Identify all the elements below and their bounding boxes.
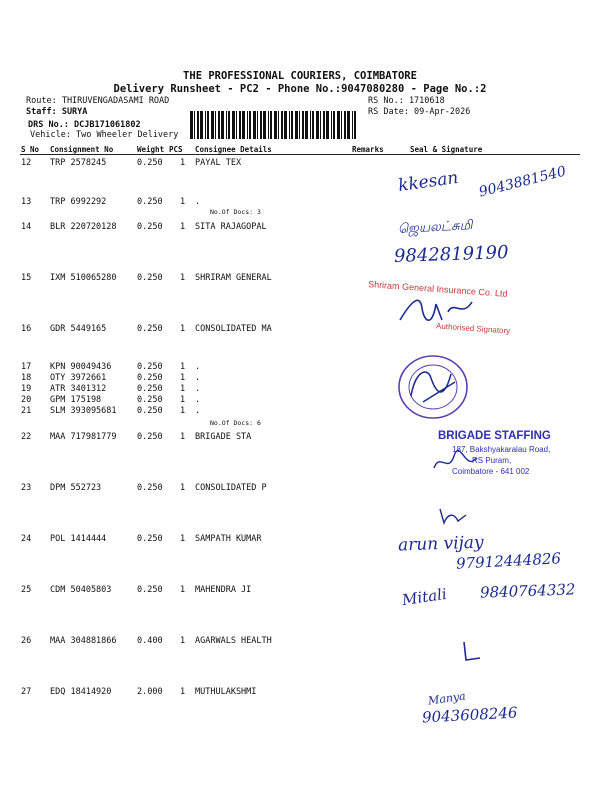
row-pcs: 1 — [180, 483, 186, 493]
barcode-bar — [281, 111, 283, 139]
row-consignee: MAHENDRA JI — [195, 585, 252, 595]
row-sno: 25 — [21, 585, 32, 595]
table-row — [0, 222, 600, 234]
barcode-bar — [197, 111, 199, 139]
barcode-bar — [205, 111, 206, 139]
row-consignment: GPM 175198 — [50, 395, 102, 405]
row-consignee: . — [195, 406, 201, 416]
barcode-bar — [228, 111, 230, 139]
phone-row-12: 9043881540 — [477, 163, 568, 201]
col-consignee: Consignee Details — [195, 145, 272, 154]
barcode-bar — [352, 111, 353, 139]
row-sno: 26 — [21, 636, 32, 646]
barcode-bar — [268, 111, 269, 139]
staff-label: Staff: SURYA — [26, 107, 88, 117]
table-row — [0, 483, 600, 495]
barcode-bar — [341, 111, 342, 139]
row-consignee: PAYAL TEX — [195, 158, 242, 168]
row-consignee: . — [195, 384, 201, 394]
barcode-bar — [242, 111, 245, 139]
table-row — [0, 197, 600, 209]
row-pcs: 1 — [180, 432, 186, 442]
row-pcs: 1 — [180, 197, 186, 207]
row-weight: 0.250 — [137, 197, 163, 207]
barcode-bar — [257, 111, 258, 139]
row-weight: 0.250 — [137, 362, 163, 372]
barcode-bar — [299, 111, 300, 139]
col-pcs: PCS — [169, 145, 183, 154]
barcode-bar — [347, 111, 350, 139]
row-consignee: . — [195, 362, 201, 372]
barcode-bar — [274, 111, 277, 139]
runsheet-subtitle: Delivery Runsheet - PC2 - Phone No.:9047080280 - Page No.:2 — [113, 83, 487, 95]
barcode-bar — [310, 111, 311, 139]
vehicle-label: Vehicle: Two Wheeler Delivery — [30, 130, 179, 140]
docs-count: No.Of Docs: 3 — [210, 208, 261, 216]
row-weight: 0.250 — [137, 432, 163, 442]
brigade-stamp-name: BRIGADE STAFFING — [438, 430, 551, 442]
row-consignment: EDQ 18414920 — [50, 687, 112, 697]
shriram-stamp-signatory: Authorised Signatory — [435, 321, 511, 336]
table-row — [0, 687, 600, 699]
row-consignment: KPN 90049436 — [50, 362, 112, 372]
barcode-bar — [236, 111, 237, 139]
row-weight: 0.250 — [137, 406, 163, 416]
row-consignee: . — [195, 197, 201, 207]
barcode-bar — [333, 111, 335, 139]
row-sno: 14 — [21, 222, 32, 232]
barcode-bar — [331, 111, 332, 139]
phone-row-24: 97912444826 — [455, 549, 562, 573]
phone-row-14: 9842819190 — [393, 242, 509, 267]
row-consignment: POL 1414444 — [50, 534, 107, 544]
row-consignment: CDM 50405803 — [50, 585, 112, 595]
row-consignee: . — [195, 373, 201, 383]
signature-row-26 — [456, 640, 486, 668]
row-weight: 0.250 — [137, 395, 163, 405]
barcode-bar — [253, 111, 256, 139]
signature-row-14: ஜெயலட்சுமி — [397, 218, 473, 237]
col-sno: S No — [21, 145, 40, 154]
row-weight: 0.250 — [137, 483, 163, 493]
row-consignment: BLR 220720128 — [50, 222, 117, 232]
signature-row-24: arun vijay — [397, 532, 484, 556]
row-consignment: MAA 717981779 — [50, 432, 117, 442]
company-title: THE PROFESSIONAL COURIERS, COIMBATORE — [183, 70, 417, 82]
phone-row-25: 9840764332 — [479, 580, 576, 602]
row-consignment: ATR 3401312 — [50, 384, 107, 394]
table-row — [0, 158, 600, 170]
table-row — [0, 534, 600, 546]
barcode-bar — [278, 111, 279, 139]
row-consignee: SHRIRAM GENERAL — [195, 273, 272, 283]
row-consignment: SLM 393095681 — [50, 406, 117, 416]
barcode-bar — [320, 111, 321, 139]
row-weight: 0.250 — [137, 324, 163, 334]
row-consignment: MAA 304881866 — [50, 636, 117, 646]
row-sno: 22 — [21, 432, 32, 442]
barcode-bar — [218, 111, 220, 139]
row-pcs: 1 — [180, 636, 186, 646]
row-sno: 16 — [21, 324, 32, 334]
col-weight: Weight — [137, 145, 165, 154]
signature-row-12: kkesan — [396, 167, 460, 197]
barcode-bar — [211, 111, 214, 139]
row-consignment: IXM 510065280 — [50, 273, 117, 283]
row-sno: 24 — [21, 534, 32, 544]
barcode-bar — [344, 111, 346, 139]
route-label: Route: THIRUVENGADASAMI ROAD — [26, 96, 170, 106]
row-consignee: . — [195, 395, 201, 405]
barcode-bar — [226, 111, 227, 139]
brigade-stamp-address-2: RS Puram, — [472, 456, 512, 465]
row-consignment: TRP 2578245 — [50, 158, 107, 168]
signature-row-27: Manya — [427, 689, 467, 708]
barcode-bar — [260, 111, 262, 139]
row-weight: 0.400 — [137, 636, 163, 646]
row-consignment: DPM 552723 — [50, 483, 102, 493]
row-pcs: 1 — [180, 362, 186, 372]
row-weight: 0.250 — [137, 384, 163, 394]
row-weight: 0.250 — [137, 373, 163, 383]
row-consignment: TRP 6992292 — [50, 197, 107, 207]
barcode-bar — [249, 111, 251, 139]
barcode-bar — [302, 111, 304, 139]
barcode-bar — [215, 111, 216, 139]
barcode-bar — [232, 111, 235, 139]
row-pcs: 1 — [180, 585, 186, 595]
barcode-bar — [316, 111, 319, 139]
row-pcs: 1 — [180, 222, 186, 232]
row-weight: 0.250 — [137, 534, 163, 544]
barcode-bar — [284, 111, 287, 139]
row-weight: 0.250 — [137, 585, 163, 595]
barcode-bar — [194, 111, 195, 139]
table-row — [0, 636, 600, 648]
row-consignee: AGARWALS HEALTH — [195, 636, 272, 646]
row-sno: 15 — [21, 273, 32, 283]
col-consignment: Consignment No — [50, 145, 114, 154]
row-weight: 0.250 — [137, 222, 163, 232]
signature-row-25: Mitali — [400, 584, 448, 610]
phone-row-27: 9043608246 — [421, 703, 518, 727]
row-consignee: CONSOLIDATED MA — [195, 324, 272, 334]
row-sno: 18 — [21, 373, 32, 383]
barcode-bar — [295, 111, 298, 139]
table-row — [0, 273, 600, 285]
barcode-bar — [200, 111, 203, 139]
barcode-bar — [263, 111, 266, 139]
row-consignee: SAMPATH KUMAR — [195, 534, 262, 544]
barcode-bar — [221, 111, 224, 139]
barcode-bar — [305, 111, 308, 139]
barcode-bar — [354, 111, 356, 139]
row-consignment: OTY 3972661 — [50, 373, 107, 383]
rs-number: RS No.: 1710618 — [368, 96, 445, 106]
row-sno: 19 — [21, 384, 32, 394]
row-weight: 0.250 — [137, 273, 163, 283]
barcode-bar — [326, 111, 329, 139]
barcode-bar — [270, 111, 272, 139]
row-sno: 21 — [21, 406, 32, 416]
row-consignee: BRIGADE STA — [195, 432, 252, 442]
round-seal — [395, 352, 473, 422]
barcode-bar — [289, 111, 290, 139]
row-pcs: 1 — [180, 324, 186, 334]
rs-date: RS Date: 09-Apr-2026 — [368, 107, 471, 117]
brigade-stamp-address-3: Coimbatore - 641 002 — [452, 467, 530, 476]
row-consignee: MUTHULAKSHMI — [195, 687, 257, 697]
row-weight: 2.000 — [137, 687, 163, 697]
row-weight: 0.250 — [137, 158, 163, 168]
row-pcs: 1 — [180, 273, 186, 283]
barcode-bar — [190, 111, 193, 139]
col-seal-signature: Seal & Signature — [410, 145, 483, 154]
brigade-signature — [430, 448, 480, 478]
row-consignee: CONSOLIDATED P — [195, 483, 267, 493]
barcode-bar — [207, 111, 209, 139]
row-pcs: 1 — [180, 687, 186, 697]
col-remarks: Remarks — [352, 145, 384, 154]
barcode-bar — [291, 111, 293, 139]
row-pcs: 1 — [180, 384, 186, 394]
shriram-signature — [392, 290, 482, 330]
barcode-bar — [323, 111, 325, 139]
barcode-bar — [312, 111, 314, 139]
row-sno: 23 — [21, 483, 32, 493]
row-pcs: 1 — [180, 406, 186, 416]
row-sno: 13 — [21, 197, 32, 207]
row-pcs: 1 — [180, 395, 186, 405]
row-pcs: 1 — [180, 158, 186, 168]
barcode-bar — [239, 111, 241, 139]
brigade-stamp-address-1: 187, Bakshyakaralau Road, — [452, 445, 551, 454]
row-sno: 27 — [21, 687, 32, 697]
barcode-bar — [247, 111, 248, 139]
barcode — [190, 111, 360, 139]
row-consignee: SITA RAJAGOPAL — [195, 222, 267, 232]
table-row — [0, 406, 600, 418]
row-pcs: 1 — [180, 373, 186, 383]
barcode-bar — [337, 111, 340, 139]
drs-number: DRS No.: DCJB171061802 — [28, 120, 141, 130]
row-sno: 17 — [21, 362, 32, 372]
docs-count: No.Of Docs: 6 — [210, 419, 261, 427]
row-pcs: 1 — [180, 534, 186, 544]
header-divider — [20, 154, 580, 155]
row-sno: 20 — [21, 395, 32, 405]
signature-row-23 — [436, 505, 476, 527]
row-consignment: GDR 5449165 — [50, 324, 107, 334]
row-sno: 12 — [21, 158, 32, 168]
shriram-stamp-name: Shriram General Insurance Co. Ltd — [367, 279, 508, 299]
